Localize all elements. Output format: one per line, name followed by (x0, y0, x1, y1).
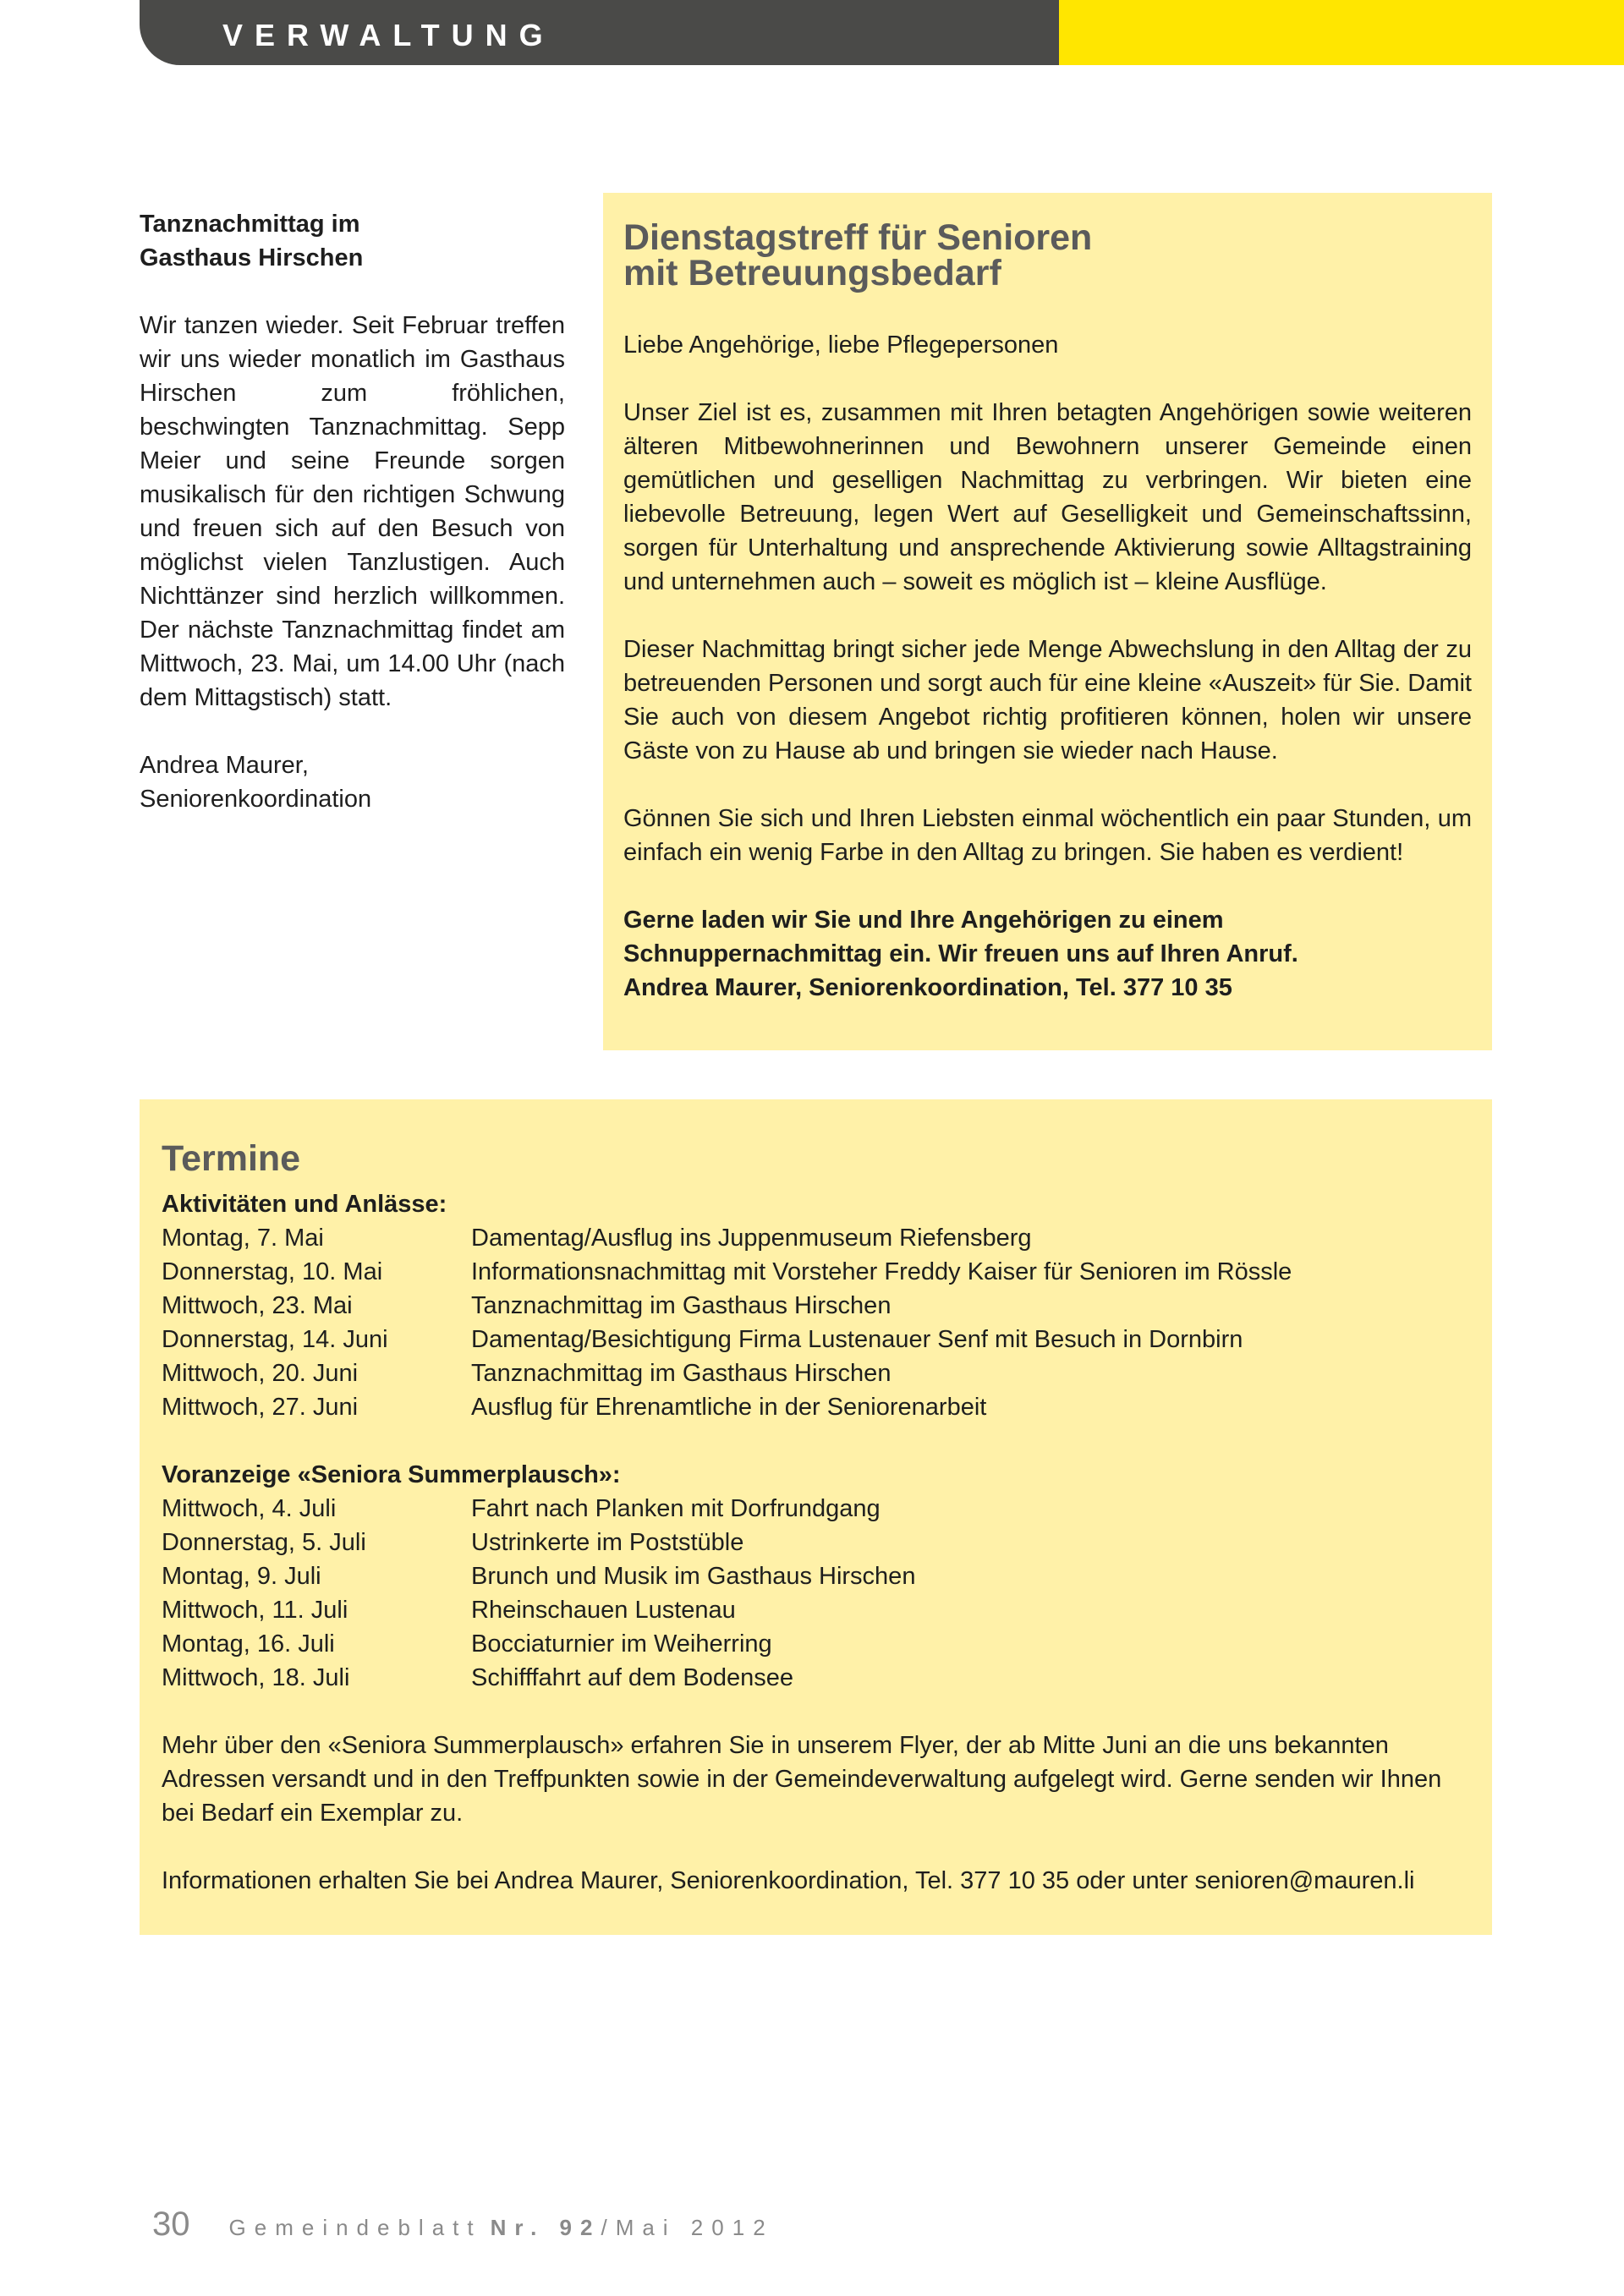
event-description: Fahrt nach Planken mit Dorfrundgang (471, 1495, 881, 1522)
event-description: Damentag/Ausflug ins Juppenmuseum Riefensberg (471, 1225, 1032, 1252)
event-date: Montag, 16. Juli (162, 1630, 335, 1658)
header-accent-bar (1059, 0, 1624, 65)
event-date: Mittwoch, 18. Juli (162, 1664, 350, 1691)
dienstagstreff-paragraph-1: Unser Ziel ist es, zusammen mit Ihren betagten Angehörigen sowie weiteren älteren Mitbewohnerinnen und Bewohnern unserer Gemeinde einen gemütlichen und geselligen Nachmittag zu verbringen. Wir bieten eine liebevolle Betreuung, legen Wert auf Geselligkeit und Gemeinschaftssinn, sorgen für Unterhaltung und ansprechende Aktivierung sowie Alltagstraining und unternehmen auch – soweit es möglich ist – kleine Ausflüge. (623, 399, 1472, 595)
event-date: Donnerstag, 5. Juli (162, 1529, 366, 1556)
event-row (162, 1526, 1473, 1559)
event-description: Schifffahrt auf dem Bodensee (471, 1664, 794, 1691)
event-row (162, 1356, 1473, 1390)
termine-title: Termine (162, 1138, 301, 1179)
author-name: Andrea Maurer, (140, 752, 309, 779)
event-date: Donnerstag, 10. Mai (162, 1258, 383, 1285)
event-row (162, 1221, 1473, 1255)
dienstagstreff-content (623, 217, 1472, 1038)
page-number: 30 (152, 2206, 190, 2243)
event-date: Montag, 9. Juli (162, 1563, 321, 1590)
termine-content (162, 1133, 1473, 1898)
closing-contact: Andrea Maurer, Seniorenkoordination, Tel. 377 10 35 (623, 974, 1232, 1001)
event-row (162, 1289, 1473, 1323)
termine-info-flyer: Mehr über den «Seniora Summerplausch» erfahren Sie in unserem Flyer, der ab Mitte Juni an die uns bekannten Adressen versandt und in den Treffpunkten sowie in der Gemeindeverwaltung aufgelegt wird. Gerne senden wir Ihnen bei Bedarf ein Exemplar zu. (162, 1732, 1442, 1827)
article-author (140, 748, 565, 816)
event-row (162, 1593, 1473, 1627)
event-date: Mittwoch, 11. Juli (162, 1597, 348, 1624)
dienstagstreff-paragraph-3: Gönnen Sie sich und Ihren Liebsten einmal wöchentlich ein paar Stunden, um einfach ein wenig Farbe in den Alltag zu bringen. Sie haben es verdient! (623, 805, 1472, 866)
event-description: Rheinschauen Lustenau (471, 1597, 736, 1624)
event-row (162, 1323, 1473, 1356)
page-footer (152, 2207, 774, 2241)
event-row (162, 1627, 1473, 1661)
event-row (162, 1492, 1473, 1526)
event-row (162, 1661, 1473, 1695)
summer-heading: Voranzeige «Seniora Summerplausch»: (162, 1461, 621, 1488)
event-description: Brunch und Musik im Gasthaus Hirschen (471, 1563, 916, 1590)
event-description: Tanznachmittag im Gasthaus Hirschen (471, 1360, 892, 1387)
event-row (162, 1390, 1473, 1424)
event-description: Tanznachmittag im Gasthaus Hirschen (471, 1292, 892, 1319)
termine-info-contact: Informationen erhalten Sie bei Andrea Maurer, Seniorenkoordination, Tel. 377 10 35 oder unter senioren@mauren.li (162, 1867, 1415, 1894)
dienstagstreff-title-line1: Dienstagstreff für Senioren (623, 217, 1093, 258)
issue-date: /Mai 2012 (601, 2215, 774, 2240)
article-title (140, 207, 565, 275)
dienstagstreff-box (603, 193, 1492, 1050)
magazine-name: Gemeindeblatt (228, 2215, 482, 2240)
tanznachmittag-article (140, 207, 565, 850)
section-title: VERWALTUNG (222, 18, 555, 52)
event-date: Mittwoch, 20. Juni (162, 1360, 359, 1387)
dienstagstreff-salutation: Liebe Angehörige, liebe Pflegepersonen (623, 332, 1059, 359)
summer-list (162, 1492, 1473, 1695)
article-body: Wir tanzen wieder. Seit Februar treffen wir uns wieder monatlich im Gasthaus Hirschen zum fröhlichen, beschwingten Tanznachmittag. Sepp Meier und seine Freunde sorgen musikalisch für den richtigen Schwung und freuen sich auf den Besuch von möglichst vielen Tanzlustigen. Auch Nichttänzer sind herzlich willkommen. Der nächste Tanznachmittag findet am Mittwoch, 23. Mai, um 14.00 Uhr (nach dem Mittagstisch) statt. (140, 312, 565, 711)
event-date: Mittwoch, 27. Juni (162, 1394, 359, 1421)
issue-number: Nr. 92 (490, 2215, 601, 2240)
event-date: Mittwoch, 4. Juli (162, 1495, 337, 1522)
article-title-line2: Gasthaus Hirschen (140, 244, 364, 271)
dienstagstreff-title-line2: mit Betreuungsbedarf (623, 253, 1001, 293)
author-role: Seniorenkoordination (140, 786, 372, 813)
dienstagstreff-paragraph-2: Dieser Nachmittag bringt sicher jede Menge Abwechslung in den Alltag der zu betreuenden Personen und sorgt auch für eine kleine «Auszeit» für Sie. Damit Sie auch von diesem Angebot richtig profitieren können, holen wir unsere Gäste von zu Hause ab und bringen sie wieder nach Hause. (623, 636, 1472, 764)
closing-invitation: Gerne laden wir Sie und Ihre Angehörigen zu einem Schnuppernachmittag ein. Wir freuen uns auf Ihren Anruf. (623, 907, 1298, 967)
dienstagstreff-closing (623, 903, 1472, 1005)
event-description: Bocciaturnier im Weiherring (471, 1630, 772, 1658)
event-description: Ustrinkerte im Poststüble (471, 1529, 744, 1556)
event-date: Mittwoch, 23. Mai (162, 1292, 353, 1319)
event-description: Ausflug für Ehrenamtliche in der Seniorenarbeit (471, 1394, 987, 1421)
activities-heading: Aktivitäten und Anlässe: (162, 1191, 447, 1218)
dienstagstreff-title (623, 217, 1472, 293)
event-description: Informationsnachmittag mit Vorsteher Freddy Kaiser für Senioren im Rössle (471, 1258, 1292, 1285)
event-date: Donnerstag, 14. Juni (162, 1326, 388, 1353)
article-title-line1: Tanznachmittag im (140, 211, 360, 238)
event-row (162, 1255, 1473, 1289)
event-date: Montag, 7. Mai (162, 1225, 324, 1252)
event-row (162, 1559, 1473, 1593)
activities-list (162, 1221, 1473, 1424)
termine-box (140, 1099, 1492, 1935)
event-description: Damentag/Besichtigung Firma Lustenauer Senf mit Besuch in Dornbirn (471, 1326, 1243, 1353)
